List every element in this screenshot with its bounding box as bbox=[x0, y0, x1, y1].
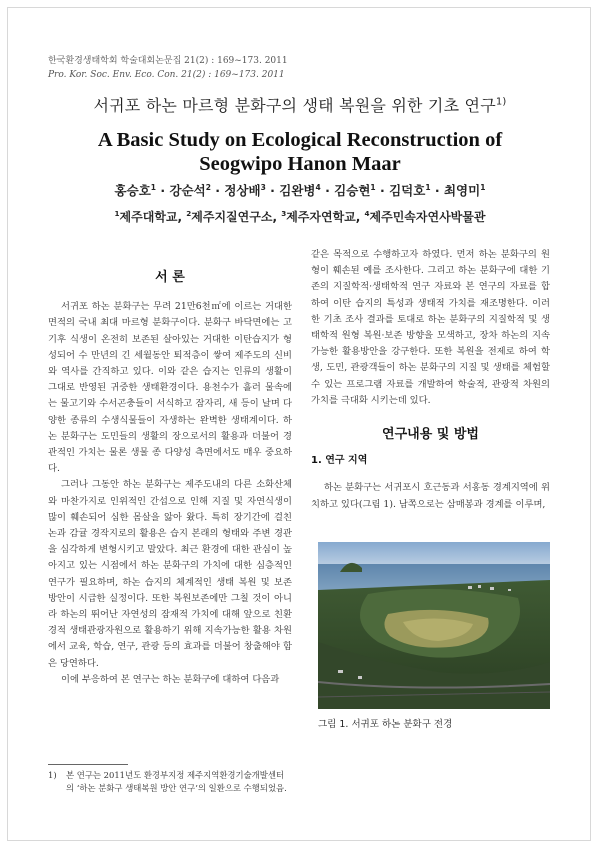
title-korean-text: 서귀포 하논 마르형 분화구의 생태 복원을 위한 기초 연구 bbox=[93, 96, 496, 115]
intro-heading: 서 론 bbox=[155, 270, 185, 285]
journal-line-ko: 한국환경생태학회 학술대회논문집 21(2) : 169~173. 2011 bbox=[48, 56, 288, 66]
title-english-line2: Seogwipo Hanon Maar bbox=[199, 153, 401, 175]
author: 강순석$^2$ bbox=[169, 182, 211, 198]
affiliation: $^1$제주대학교 bbox=[114, 209, 178, 224]
methods-heading: 연구내용 및 방법 bbox=[382, 427, 479, 443]
hanon-crater-photo bbox=[318, 542, 550, 709]
title-footnote-mark: 1) bbox=[495, 96, 507, 108]
study-area-subheading: 1. 연구 지역 bbox=[311, 455, 368, 467]
journal-line-en: Pro. Kor. Soc. Env. Eco. Con. 21(2) : 169~173. 2011 bbox=[48, 70, 285, 80]
footnote-rule bbox=[48, 764, 128, 765]
left-column bbox=[48, 270, 292, 688]
footnote-text: 본 연구는 2011년도 환경부지정 제주지역환경기술개발센터의 ‘하논 분화구 생태복원 방안 연구’의 일환으로 수행되었음. bbox=[66, 770, 287, 793]
title-english bbox=[0, 128, 600, 176]
author: 최영미$^1$ bbox=[443, 182, 486, 198]
journal-header bbox=[48, 54, 288, 82]
footnote bbox=[48, 769, 292, 794]
affiliation: $^2$제주지질연구소 bbox=[186, 209, 273, 224]
methods-paragraph: 하논 분화구는 서귀포시 호근동과 서홍동 경계지역에 위치하고 있다(그림 1). 남쪽으로는 삼매봉과 경계를 이루며, bbox=[311, 482, 550, 510]
affiliation-list: $^1$제주대학교, $^2$제주지질연구소, $^3$제주자연학교, $^4$제주민속자연사박물관 bbox=[114, 209, 486, 224]
author: 김덕호$^1$ bbox=[389, 182, 431, 198]
title-korean bbox=[0, 93, 600, 116]
author: 홍승호$^1$ bbox=[114, 182, 156, 198]
author: 김승현$^1$ bbox=[334, 182, 376, 198]
intro-paragraph: 그러나 그동안 하논 분화구는 제주도내의 다른 소화산체와 마찬가지로 인위적인 간섭으로 인해 지질 및 자연식생이 많이 훼손되어 심한 몸살을 앓아 왔다. 특히 장기간에 걸친 논과 감귤 경작지로의 활용은 습지 본래의 형태와 주변 경관을 심각하게 변형시키고 말았다. 최근 환경에 대한 관심이 높아지고 있는 시점에서 하논 분화구의 가치에 대한 심층적인 연구가 필요하며, 하논 습지의 체계적인 생태 복원 및 보존 방안이 시급한 실정이다. 또한 복원보존에만 그칠 것이 아니라 하논의 뛰어난 자연성의 잠재적 가치에 대해 앞으로 친환경적 생태관광자원으로 활용하기 위해 지속가능한 활용 차원에서 교육, 학습, 연구, 관광 등의 효과를 더불어 창출해야 함은 당연하다. bbox=[48, 479, 292, 669]
affiliation: $^3$제주자연학교 bbox=[281, 209, 356, 224]
right-column bbox=[311, 247, 550, 513]
figure-caption: 그림 1. 서귀포 하논 분화구 전경 bbox=[318, 719, 453, 730]
author: 김완병$^4$ bbox=[279, 182, 321, 198]
author-list: 홍승호$^1$ · 강순석$^2$ · 정상배$^3$ · 김완병$^4$ · 김승현$^1$ · 김덕호$^1$ · 최영미$^1$ bbox=[114, 182, 486, 198]
author: 정상배$^3$ bbox=[224, 182, 266, 198]
affiliation: $^4$제주민속자연사박물관 bbox=[364, 209, 486, 224]
title-english-line1: A Basic Study on Ecological Reconstruction of bbox=[97, 129, 503, 151]
intro-paragraph: 서귀포 하논 분화구는 무려 21만6천㎡에 이르는 거대한 면적의 국내 최대 마르형 분화구이다. 분화구 바닥면에는 고기후 식생이 온전히 보존된 살아있는 거대한 이탄습지가 형성되어 수 만년의 긴 세월동안 퇴적층이 쌓여 제주도의 신비와 역사를 간직하고 있다. 이와 같은 습지는 인류의 생활이 그대로 반영된 귀중한 생태환경이다. 용천수가 흘러 물속에는 물고기와 수서곤충들이 서식하고 잠자리, 새 등이 날며 다양한 종류의 수생식물들이 자생하는 완벽한 생태계이다. 하논 분화구는 도민들의 생활의 장으로서의 활용과 더불어 경관적인 가치는 물론 생물 종 다양성 측면에서도 매우 중요하다. bbox=[48, 301, 292, 475]
intro-paragraph: 이에 부응하여 본 연구는 하논 분화구에 대하여 다음과 bbox=[61, 673, 280, 685]
intro-continued-paragraph: 같은 목적으로 수행하고자 하였다. 먼저 하논 분화구의 원형이 훼손된 예를 조사한다. 그리고 하논 분화구에 대한 기존의 지질학적·생태학적 연구 자료와 본 연구의 자료를 합하여 이탄 습지의 특성과 생태적 가치를 재조명한다. 이러한 기초 조사 결과를 토대로 하논 분화구의 지질학적 및 생태학적 원형 복원·보존 방향을 모색하고, 장차 하논의 지속가능한 활용방안을 강구한다. 또한 복원을 전제로 하여 학생, 도민, 관광객들이 하논 분화구의 지질 및 생태를 체험할 수 있는 프로그램 자료를 개발하여 학술적, 관광적 차원의 가치를 극대화 시키는데 있다. bbox=[311, 249, 550, 406]
footnote-mark: 1) bbox=[48, 770, 57, 780]
